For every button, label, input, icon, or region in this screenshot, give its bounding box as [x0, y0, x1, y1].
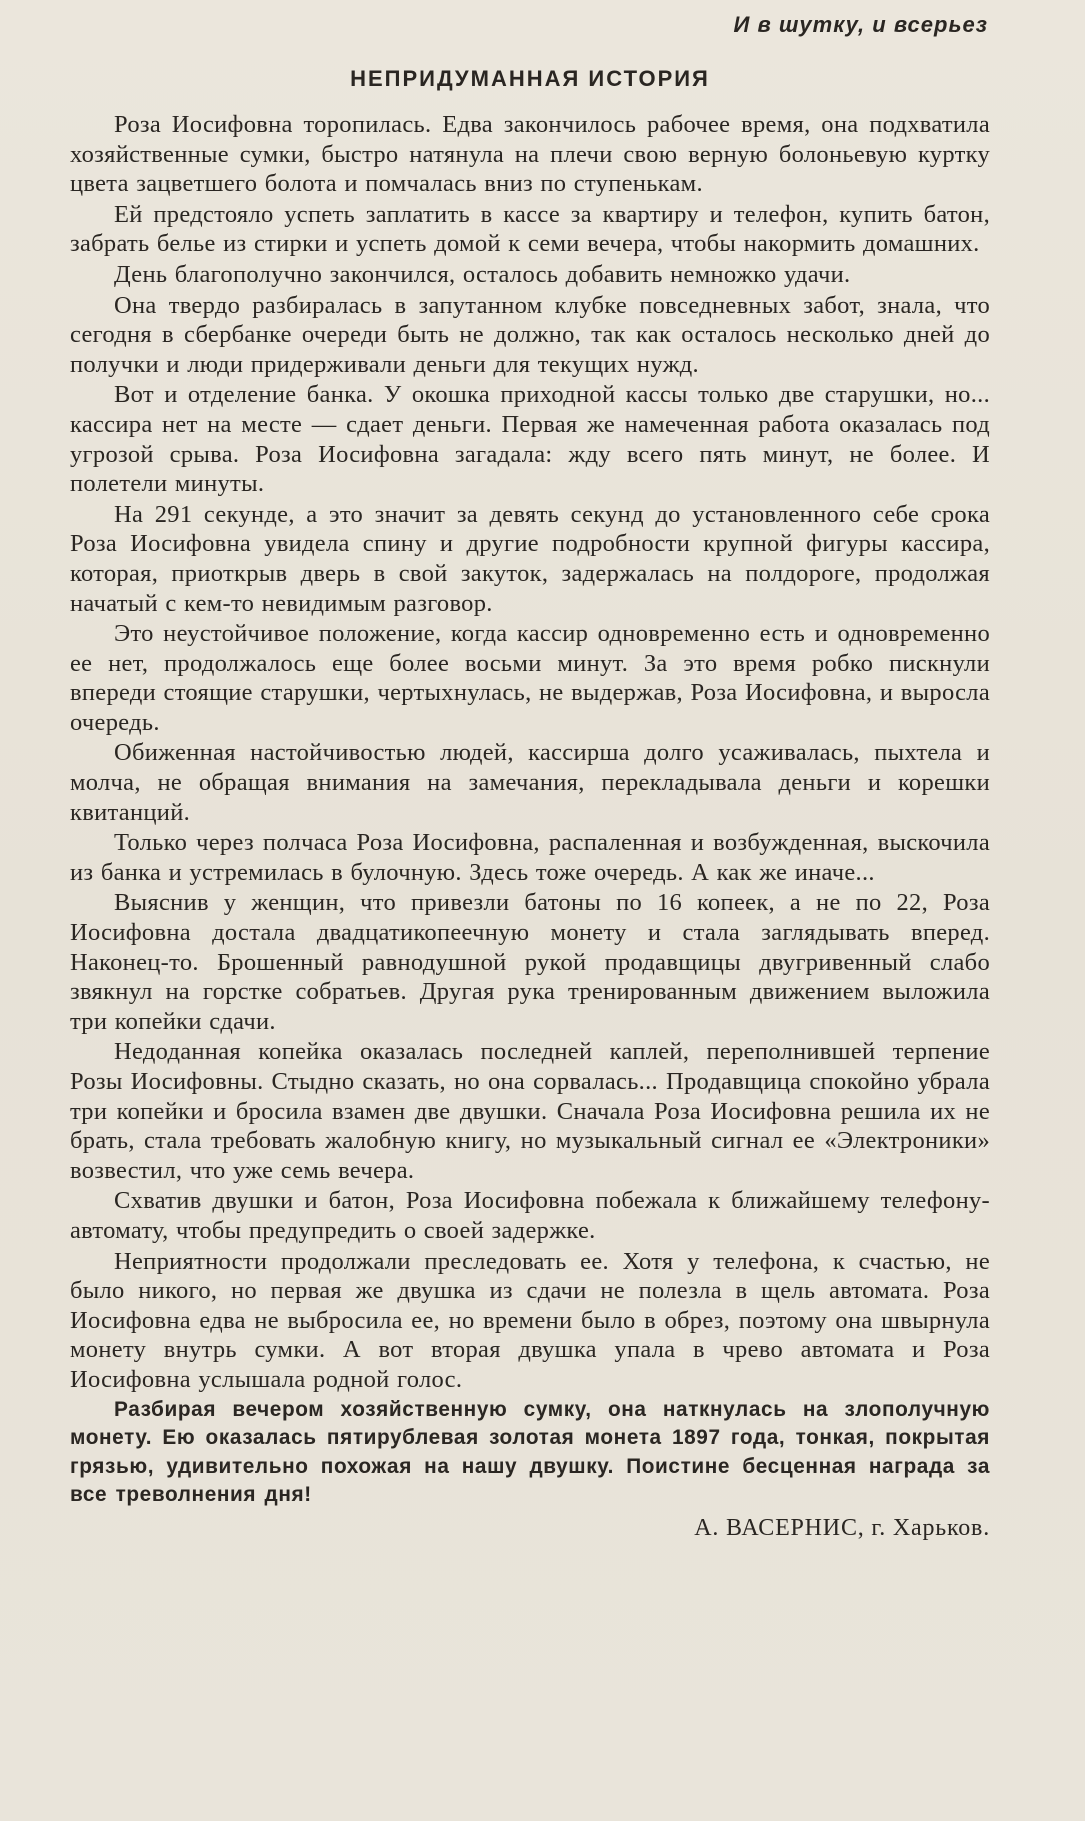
- author-signature: А. ВАСЕРНИС, г. Харьков.: [694, 1514, 990, 1541]
- paragraph-13: Неприятности продолжали преследовать ее. Хотя у телефона, к счастью, не было никого, но первая же двушка из сдачи не полезла в щель автомата. Роза Иосифовна едва не выбросила ее, но времени было в обрез, поэтому она швырнула монету внутрь сумки. А вот вторая двушка упала в чрево автомата и Роза Иосифовна услышала родной голос.: [70, 1247, 990, 1393]
- paragraph-11: Недоданная копейка оказалась последней каплей, переполнившей терпение Розы Иосифовны. Стыдно сказать, но она сорвалась... Продавщица спокойно убрала три копейки и бросила взамен две двушки. Сначала Роза Иосифовна решила их не брать, стала требовать жалобную книгу, но музыкальный сигнал ее «Электроники» возвестил, что уже семь вечера.: [70, 1038, 990, 1184]
- final-paragraph: Разбирая вечером хозяйственную сумку, она наткнулась на злополучную монету. Ею оказалась пятирублевая золотая монета 1897 года, тонкая, покрытая грязью, удивительно похожая на нашу двушку. Поистине бесценная награда за все треволнения дня!: [70, 1397, 990, 1507]
- paragraph-7: Это неустойчивое положение, когда кассир одновременно есть и одновременно ее нет, продолжалось еще более восьми минут. За это время робко пискнули впереди стоящие старушки, чертыхнулась, не выдержав, Роза Иосифовна, и выросла очередь.: [70, 620, 990, 736]
- paragraph-3: День благополучно закончился, осталось добавить немножко удачи.: [114, 260, 851, 288]
- paragraph-12: Схватив двушки и батон, Роза Иосифовна побежала к ближайшему телефону-автомату, чтобы предупредить о своей задержке.: [70, 1187, 990, 1244]
- section-rubric: И в шутку, и всерьез: [733, 12, 988, 37]
- paragraph-5: Вот и отделение банка. У окошка приходной кассы только две старушки, но... кассира нет на месте — сдает деньги. Первая же намеченная работа оказалась под угрозой срыва. Роза Иосифовна загадала: жду всего пять минут, не более. И полетели минуты.: [70, 381, 990, 498]
- paragraph-8: Обиженная настойчивостью людей, кассирша долго усаживалась, пыхтела и молча, не обращая внимания на замечания, перекладывала деньги и корешки квитанций.: [70, 739, 990, 826]
- article-title: НЕПРИДУМАННАЯ ИСТОРИЯ: [350, 66, 710, 91]
- paragraph-2: Ей предстояло успеть заплатить в кассе за квартиру и телефон, купить батон, забрать белье из стирки и успеть домой к семи вечера, чтобы накормить домашних.: [70, 200, 990, 258]
- paragraph-9: Только через полчаса Роза Иосифовна, распаленная и возбужденная, выскочила из банка и устремилась в булочную. Здесь тоже очередь. А как же иначе...: [70, 829, 990, 886]
- paragraph-6: На 291 секунде, а это значит за девять секунд до установленного себе срока Роза Иосифовна увидела спину и другие подробности крупной фигуры кассира, которая, приоткрыв дверь в свой закуток, задержалась на полдороге, продолжая начатый с кем-то невидимым разговор.: [70, 500, 990, 617]
- paragraph-4: Она твердо разбиралась в запутанном клубке повседневных забот, знала, что сегодня в сбербанке очереди быть не должно, так как осталось несколько дней до получки и люди придерживали деньги для текущих нужд.: [70, 291, 990, 378]
- paragraph-1: Роза Иосифовна торопилась. Едва закончилось рабочее время, она подхватила хозяйственные сумки, быстро натянула на плечи свою верную болоньевую куртку цвета зацветшего болота и помчалась вниз по ступенькам.: [70, 111, 990, 198]
- paragraph-10: Выяснив у женщин, что привезли батоны по 16 копеек, а не по 22, Роза Иосифовна достала двадцатикопеечную монету и стала заглядывать вперед. Наконец-то. Брошенный равнодушной рукой продавщицы двугривенный слабо звякнул на горстке собратьев. Другая рука тренированным движением выложила три копейки сдачи.: [70, 889, 990, 1035]
- article-column: [70, 10, 990, 1544]
